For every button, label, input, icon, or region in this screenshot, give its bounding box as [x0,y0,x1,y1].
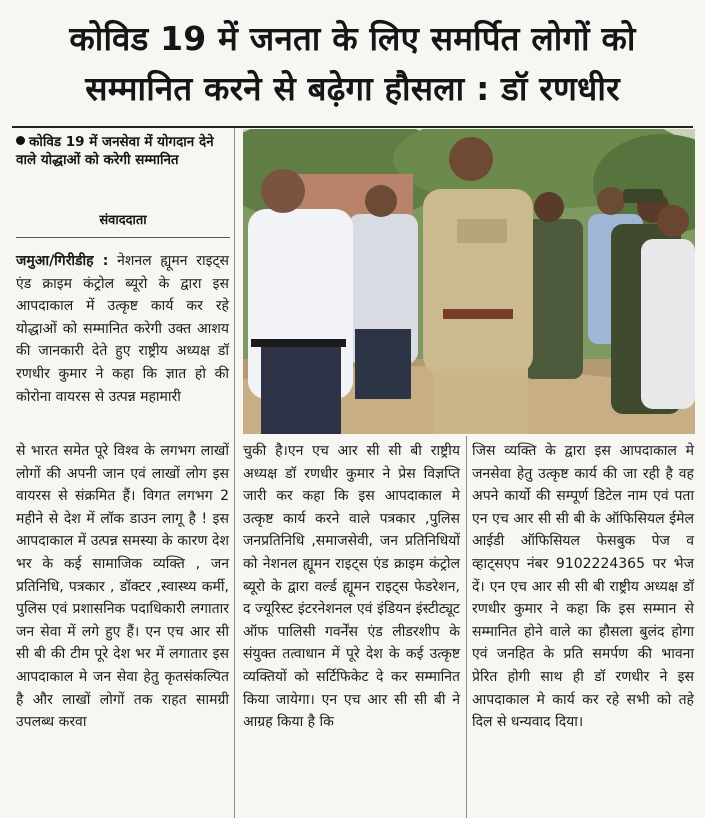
headline-line-1: कोविड 19 में जनता के लिए समर्पित लोगों को [69,19,636,58]
news-photo [243,129,695,434]
subheading-text: कोविड 19 में जनसेवा में योगदान देने वाले योद्धाओं को करेगी सम्मानित [16,134,214,168]
column-divider [234,128,235,818]
byline: संवाददाता [99,213,147,228]
column-1-top-text: नेशनल ह्यूमन राइट्स एंड क्राइम कंट्रोल ब्यूरो के द्वारा इस आपदाकाल में उत्कृष्ट कार्य कर रहे योद्धाओं को सम्मानित करेगी उक्त आशय की जानकारी देते हुए राष्ट्रीय अध्यक्ष डॉ रणधीर कुमार ने कहा कि ज्ञात हो की कोरोना वायरस से उत्पन्न महामारी [16,253,229,405]
dateline: जमुआ/गिरीडीह : [16,253,109,269]
article-column-1 [16,440,229,734]
headline-rule [12,126,693,128]
byline-rule [16,237,230,238]
article-column-3 [472,440,694,734]
column-2-text: चुकी है।एन एच आर सी सी बी राष्ट्रीय अध्यक्ष डॉ रणधीर कुमार ने प्रेस विज्ञप्ति जारी कर कहा कि इस आपदाकाल मे उत्कृष्ट कार्य करने वाले पत्रकार ,पुलिस जनप्रतिनिधि ,समाजसेवी, जन प्रतिनिधियों को नेशनल ह्यूमन राइट्स एंड क्राइम कंट्रोल ब्यूरो के द्वारा वर्ल्ड ह्यूमन राइट्स फेडरेशन, द ज्यूरिस्ट इंटरनेशनल एवं इंडियन इंस्टीट्यूट ऑफ पालिसी गवर्नेंस एंड लीडरशीप के संयुक्त तत्वाधान में पूरे देश के कई उत्कृष्ट व्यक्तियों को सर्टिफिकेट दे कर सम्मानित किया जायेगा। एन एच आर सी सी बी ने आग्रह किया है कि [243,443,460,731]
column-divider [466,436,467,818]
column-3-text: जिस व्यक्ति के द्वारा इस आपदाकाल मे जनसेवा हेतु उत्कृष्ट कार्य की जा रही है वह अपने कार्यो की सम्पूर्ण डिटेल नाम एवं पता एन एच आर सी सी बी के ऑफिसियल ईमेल आईडी ऑफिसियल फेसबुक पेज व व्हाट्सएप नंबर 9102224365 पर भेज दें। एन एच आर सी सी बी राष्ट्रीय अध्यक्ष डॉ रणधीर कुमार ने कहा कि इस सम्मान से सम्मानित होने वाले का हौसला बुलंद होगा एवं जनहित के प्रति समर्पण की भावना प्रेरित होगी साथ ही डॉ रणधीर ने इस आपदाकाल मे कार्य कर रहे सभी को तहे दिल से धन्यवाद दिया। [472,443,694,731]
headline [0,0,705,128]
photo-image [243,129,695,434]
article-column-1-top [16,250,229,408]
headline-line-2: सम्मानित करने से बढ़ेगा हौसला : डॉ रणधीर [85,69,620,108]
subheading [16,133,230,169]
article-column-2 [243,440,460,734]
column-1-text: से भारत समेत पूरे विश्व के लगभग लाखों लोगों की अपनी जान एवं लाखों लोग इस वायरस से संक्रमित हैं। विगत लगभग 2 महीने से देश में लॉक डाउन लागू है ! इस आपदाकाल में उत्पन्न समस्या के कारण देश भर के कई सामाजिक व्यक्ति , जन प्रतिनिधि, पत्रकार , डॉक्टर ,स्वास्थ्य कर्मी, पुलिस एवं प्रशासनिक पदाधिकारी लगातार जन सेवा में लगे हुए हैं। एन एच आर सी सी बी की टीम पूरे देश भर में लगातार इस आपदाकाल मे जन सेवा हेतु कृतसंकल्पित है और लाखों लोगों तक राहत सामग्री उपलब्ध करवा [16,443,229,731]
bullet-icon [16,136,25,145]
